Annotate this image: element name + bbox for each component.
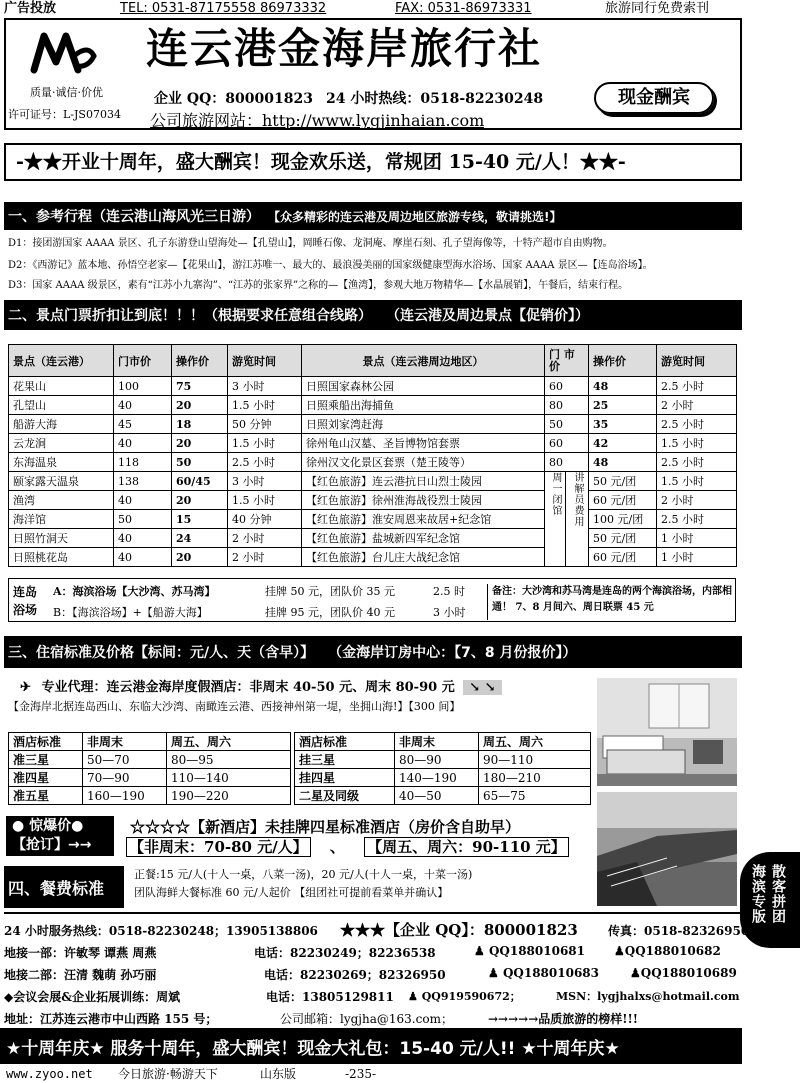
cell: 90—110 — [479, 751, 591, 769]
cell: 42 — [589, 434, 657, 453]
qq-number: QQ188010689 — [640, 966, 737, 980]
cell: 50 — [172, 453, 228, 472]
table-row — [9, 787, 291, 805]
cell: 110—140 — [167, 769, 291, 787]
cell: 颐家露天温泉 — [9, 472, 114, 491]
col-header: 酒店标准 — [9, 733, 83, 751]
cell: 准三星 — [9, 751, 83, 769]
itinerary-day2: D2：《西游记》蓝本地、孙悟空老家—【花果山】，游江苏唯一、最大的、最浪漫美丽的国家级健康型海水浴场、国家 AAAA 景区—【连岛浴场】。 — [8, 260, 653, 271]
cell: 60 — [545, 434, 589, 453]
meal-line1: 正餐:15 元/人(十人一桌，八菜一汤)，20 元/人(十人一桌，十菜一汤) — [134, 868, 473, 881]
cell: 【红色旅游】徐州淮海战役烈士陵园 — [302, 491, 545, 510]
cell: 60 — [545, 377, 589, 396]
cell: 70—90 — [83, 769, 167, 787]
qq-number: QQ188010681 — [488, 944, 586, 958]
cell: 日照国家森林公园 — [302, 377, 545, 396]
lian-option-b-time: 3 小时 — [433, 606, 466, 619]
col-header: 周五、周六 — [167, 733, 291, 751]
top-fax: FAX: 0531-86973331 — [395, 1, 532, 16]
promo-hot-price: ● 惊爆价● — [12, 818, 84, 834]
cell: 2 小时 — [657, 396, 737, 415]
bottom-banner: ★十周年庆★ 服务十周年，盛大酬宾！现金大礼包：15-40 元/人!! ★十周年庆★ — [0, 1028, 742, 1064]
hotel-agent-line — [20, 676, 502, 695]
cell: 3 小时 — [228, 472, 302, 491]
anniversary-banner: -★★开业十周年，盛大酬宾！现金欢乐送，常规团 15-40 元/人！★★- — [4, 143, 742, 181]
col-header: 非周末 — [83, 733, 167, 751]
company-qq-line: ★★★【企业 QQ】：800001823 — [340, 921, 578, 939]
service-hotline: 24 小时服务热线：0518-82230248；13905138806 — [4, 924, 318, 938]
section4-title: 四、餐费标准 — [4, 866, 124, 908]
cell: 1.5 小时 — [228, 491, 302, 510]
table-row — [295, 769, 591, 787]
cell: 20 — [172, 548, 228, 567]
cell: 3 小时 — [228, 377, 302, 396]
cell: 48 — [589, 377, 657, 396]
license-number: 许可证号：L-JS07034 — [8, 108, 121, 121]
hotline: 24 小时热线：0518-82230248 — [326, 91, 544, 107]
cell: 140—190 — [395, 769, 479, 787]
cell: 船游大海 — [9, 415, 114, 434]
cell: 18 — [172, 415, 228, 434]
cell: 75 — [172, 377, 228, 396]
col-header: 游览时间 — [228, 345, 302, 377]
cell: 1 小时 — [657, 548, 737, 567]
cell: 日照乘船出海捕鱼 — [302, 396, 545, 415]
table-row — [295, 733, 591, 751]
cell: 花果山 — [9, 377, 114, 396]
cell: 50 元/团 — [589, 472, 657, 491]
qq-penguin-icon: ♟ — [630, 966, 641, 980]
cell: 日照刘家湾赶海 — [302, 415, 545, 434]
website[interactable]: 公司旅游网站：http://www.lygjinhaian.com — [150, 111, 485, 130]
cell: 挂三星 — [295, 751, 395, 769]
cell: 云龙涧 — [9, 434, 114, 453]
fax-line: 传真：0518-82326950 — [608, 924, 750, 938]
cell: 50 分钟 — [228, 415, 302, 434]
table-row — [9, 434, 737, 453]
cell: 80—90 — [395, 751, 479, 769]
company-logo-icon — [28, 26, 100, 78]
table-row — [295, 751, 591, 769]
cell: 1 小时 — [657, 529, 737, 548]
cell: 渔湾 — [9, 491, 114, 510]
cell: 孔望山 — [9, 396, 114, 415]
table-row — [9, 472, 737, 491]
cell: 50—70 — [83, 751, 167, 769]
lian-option-a-price: 挂牌 50 元，团队价 35 元 — [265, 585, 395, 598]
col-header: 门 市价 — [545, 345, 589, 377]
cell: 20 — [172, 396, 228, 415]
cell: 80 — [545, 453, 589, 472]
top-right-label: 旅游同行免费索刊 — [605, 1, 710, 16]
cell: 【红色旅游】台儿庄大战纪念馆 — [302, 548, 545, 567]
table-row — [9, 751, 291, 769]
cell: 2.5 小时 — [657, 415, 737, 434]
hotel-room-photo — [597, 678, 737, 786]
qq-number: QQ188010683 — [502, 966, 600, 980]
cell: 海洋馆 — [9, 510, 114, 529]
cell: 2.5 小时 — [657, 510, 737, 529]
side-tab-line1: 散客拼团 — [770, 864, 786, 924]
cell: 2.5 小时 — [228, 453, 302, 472]
section2-right: （连云港及周边景点【促销价】） — [386, 308, 589, 324]
section1-title-bar — [4, 202, 742, 230]
new-hotel-line: ☆☆☆☆【新酒店】未挂牌四星标准酒店（房价含自助早） — [130, 818, 521, 836]
side-tab-line2: 海滨专版 — [750, 864, 766, 924]
company-qq: 企业 QQ：800001823 — [154, 91, 313, 107]
cell: 20 — [172, 491, 228, 510]
cell: 准五星 — [9, 787, 83, 805]
section1-title: 一、参考行程（连云港山海风光三日游） — [8, 209, 260, 225]
footer-slogan: 今日旅游·畅游天下 — [118, 1067, 218, 1081]
table-row — [9, 415, 737, 434]
section1-note: 【众多精彩的连云港及周边地区旅游专线，敬请挑选!】 — [268, 209, 562, 224]
cell: 50 元/团 — [589, 529, 657, 548]
cell: 徐州龟山汉墓、圣旨博物馆套票 — [302, 434, 545, 453]
cell: 2.5 小时 — [657, 377, 737, 396]
table-row — [9, 510, 737, 529]
company-title: 连云港金海岸旅行社 — [146, 24, 543, 73]
table-row — [9, 396, 737, 415]
dept2-staff: 地接二部：汪清 魏萌 孙巧丽 — [4, 968, 157, 982]
dept1-qq2 — [614, 944, 721, 958]
address: 地址：江苏连云港市中山西路 155 号； — [4, 1012, 218, 1026]
section3-title: 三、住宿标准及价格【标间：元/人、天（含早）】 — [8, 645, 315, 661]
cash-reward-badge: 现金酬宾 — [594, 82, 714, 114]
col-header: 非周末 — [395, 733, 479, 751]
hotel-location: 【金海岸北据连岛西山、东临大沙湾、南瞰连云港、西接神州第一堤，坐拥山海!】【300 间】 — [8, 700, 461, 713]
col-header: 操作价 — [172, 345, 228, 377]
ticket-table — [8, 344, 737, 567]
cell: 2.5 小时 — [657, 453, 737, 472]
closed-monday-note: 周一闭馆 — [546, 472, 566, 566]
itinerary-day3: D3：国家 AAAA 级景区，素有“江苏小九寨沟”、“江苏的张家界”之称的—【渔湾】，参观大地万物精华—【水晶展销】，午餐后，结束行程。 — [8, 280, 629, 291]
top-left-label: 广告投放 — [4, 1, 57, 16]
table-row — [9, 453, 737, 472]
cell: 50 — [114, 510, 172, 529]
airplane-icon: ✈ — [20, 680, 31, 695]
cell: 65—75 — [479, 787, 591, 805]
dept1-staff: 地接一部：许敏琴 谭燕 周燕 — [4, 946, 157, 960]
cell: 118 — [114, 453, 172, 472]
cell: 25 — [589, 396, 657, 415]
lian-option-a: A：海滨浴场【大沙湾、苏马湾】 — [53, 585, 216, 598]
cell: 【红色旅游】连云港抗日山烈士陵园 — [302, 472, 545, 491]
section3-right: （金海岸订房中心：【7、8 月份报价】） — [328, 645, 577, 661]
ticket-table-header — [9, 345, 737, 377]
lian-option-b: B：【海滨浴场】+【船游大海】 — [53, 606, 208, 619]
qq-penguin-icon: ♟ — [408, 990, 418, 1003]
table-row — [9, 733, 291, 751]
col-header: 景点（连云港周边地区） — [302, 345, 545, 377]
cell: 40—50 — [395, 787, 479, 805]
arrows-icon: ↘ ↘ — [463, 680, 501, 695]
qq-penguin-icon: ♟ — [474, 944, 485, 958]
col-header: 景点（连云港） — [9, 345, 114, 377]
slogan: 质量·诚信·价优 — [30, 86, 103, 99]
qq-number: QQ919590672； — [421, 990, 521, 1003]
cell: 60 元/团 — [589, 491, 657, 510]
cell: 160—190 — [83, 787, 167, 805]
cell: 日照桃花岛 — [9, 548, 114, 567]
footer-site: www.zyoo.net — [6, 1067, 93, 1081]
cell: 50 — [545, 415, 589, 434]
top-strip — [0, 0, 800, 17]
lian-island-label: 连岛浴场 — [13, 585, 38, 617]
cell: 40 — [114, 396, 172, 415]
hotel-agent: 专业代理：连云港金海岸度假酒店：非周末 40-50 元、周末 80-90 元 — [41, 680, 455, 695]
footer-region: 山东版 — [260, 1067, 297, 1081]
qq-penguin-icon: ♟ — [614, 944, 625, 958]
cell: 1.5 小时 — [657, 472, 737, 491]
contact-block — [4, 912, 750, 1026]
cell: 45 — [114, 415, 172, 434]
table-row — [9, 769, 291, 787]
itinerary-day1: D1：接团游国家 AAAA 景区、孔子东游登山望海处—【孔望山】，岡睡石像、龙洞庵、摩崖石刻、孔子望海像等，十特产超市自由购物。 — [8, 238, 613, 249]
lian-island-box — [8, 578, 736, 622]
meeting-training: ◆会议会展&企业拓展训练：周斌 — [4, 990, 181, 1004]
qq-penguin-icon: ♟ — [488, 966, 499, 980]
col-header: 酒店标准 — [295, 733, 395, 751]
cell: 1.5 小时 — [228, 396, 302, 415]
cell: 80 — [545, 396, 589, 415]
dept2-qq1 — [488, 966, 599, 980]
cell: 【红色旅游】淮安周恩来故居+纪念馆 — [302, 510, 545, 529]
cell: 40 — [114, 434, 172, 453]
cell: 15 — [172, 510, 228, 529]
cell: 挂四星 — [295, 769, 395, 787]
qq-number: QQ188010682 — [624, 944, 721, 958]
cell: 40 — [114, 529, 172, 548]
new-hotel-prices — [126, 836, 569, 857]
header-box — [4, 18, 742, 130]
cell: 日照竹洞天 — [9, 529, 114, 548]
cell: 80—95 — [167, 751, 291, 769]
col-header: 操作价 — [589, 345, 657, 377]
table-row — [9, 491, 737, 510]
lian-option-a-time: 2.5 时 — [433, 585, 465, 598]
hotel-table-left — [8, 732, 291, 805]
section3-title-bar — [4, 636, 742, 668]
meeting-phone: 电话：13805129811 — [266, 990, 394, 1004]
col-header: 周五、周六 — [479, 733, 591, 751]
cell: 35 — [589, 415, 657, 434]
table-row — [9, 529, 737, 548]
seaside-photo — [597, 792, 737, 906]
cell: 60/45 — [172, 472, 228, 491]
cell: 60 元/团 — [589, 548, 657, 567]
price-separator: 、 — [329, 838, 345, 856]
dept2-qq2 — [630, 966, 737, 980]
hotel-table-right — [294, 732, 591, 805]
cell: 48 — [589, 453, 657, 472]
table-row — [9, 548, 737, 567]
table-row — [295, 787, 591, 805]
cell: 138 — [114, 472, 172, 491]
cell: 1.5 小时 — [228, 434, 302, 453]
table-row — [9, 377, 737, 396]
cell: 2 小时 — [228, 548, 302, 567]
cell: 40 分钟 — [228, 510, 302, 529]
meal-line2: 团队海鲜大餐标准 60 元/人起价 【组团社可提前看菜单并确认】 — [134, 886, 449, 899]
section2-title-bar — [4, 300, 742, 330]
dept2-phone: 电话：82230269；82326950 — [264, 968, 446, 982]
cell: 二星及同级 — [295, 787, 395, 805]
cell: 准四星 — [9, 769, 83, 787]
footer — [0, 1066, 800, 1083]
cell: 24 — [172, 529, 228, 548]
section2-title: 二、景点门票折扣让到底！！！（根据要求任意组合线路） — [8, 308, 372, 324]
cell: 190—220 — [167, 787, 291, 805]
cell: 2 小时 — [228, 529, 302, 548]
cell: 40 — [114, 491, 172, 510]
top-tel: TEL: 0531-87175558 86973332 — [120, 1, 327, 16]
cell: 【红色旅游】盐城新四军纪念馆 — [302, 529, 545, 548]
dept1-phone: 电话：82230249；82236538 — [254, 946, 436, 960]
cell: 100 元/团 — [589, 510, 657, 529]
price-weekend: 【周五、周六：90-110 元】 — [364, 837, 569, 857]
dept1-qq1 — [474, 944, 585, 958]
quality-slogan: →→→→→品质旅游的榜样!!! — [488, 1012, 639, 1026]
guide-fee-note: 讲解员费用 — [572, 472, 583, 527]
col-header: 门市价 — [114, 345, 172, 377]
msn: MSN：lygjhalxs@hotmail.com — [556, 990, 740, 1003]
cell: 2 小时 — [657, 491, 737, 510]
promo-badge — [6, 816, 114, 856]
email[interactable]: 公司邮箱：lygjha@163.com； — [280, 1012, 453, 1026]
cell: 20 — [172, 434, 228, 453]
cell: 1.5 小时 — [657, 434, 737, 453]
promo-book-now[interactable]: 【抢订】→→ — [12, 837, 92, 853]
price-weekday: 【非周末：70-80 元/人】 — [126, 837, 311, 857]
cell: 40 — [114, 548, 172, 567]
cell: 180—210 — [479, 769, 591, 787]
lian-option-b-price: 挂牌 95 元，团队价 40 元 — [265, 606, 395, 619]
col-header: 游览时间 — [657, 345, 737, 377]
cell: 东海温泉 — [9, 453, 114, 472]
lian-note: 备注：大沙湾和苏马湾是连岛的两个海滨浴场，内部相通！ 7、8 月间六、周日联票 45 元 — [487, 584, 733, 620]
cell: 徐州汉文化景区套票（楚王陵等） — [302, 453, 545, 472]
cell: 100 — [114, 377, 172, 396]
meeting-qq — [408, 988, 521, 1004]
page-number: -235- — [345, 1067, 377, 1081]
